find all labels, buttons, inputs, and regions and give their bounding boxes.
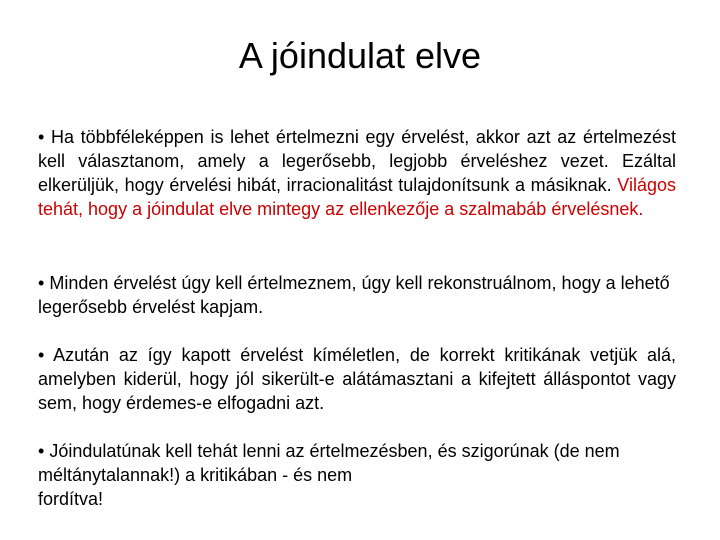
bullet-icon: •: [38, 127, 45, 147]
bullet-icon: •: [38, 441, 45, 461]
bullet-paragraph-2: [38, 271, 676, 319]
bullet-icon: •: [38, 273, 45, 293]
paragraph-1-text: Ha többféleképpen is lehet értelmezni egy érvelést, akkor azt az értelmezést kell választanom, amely a legerősebb, legjobb érveléshez vezet. Ezáltal elkerüljük, hogy érvelési hibát, irracionalitást tulajdonítsunk a másiknak.: [38, 127, 676, 195]
paragraph-4-text-end: fordítva!: [38, 489, 104, 509]
slide-title: A jóindulat elve: [238, 35, 482, 76]
bullet-icon: •: [38, 345, 45, 365]
paragraph-3-text: Azután az így kapott érvelést kíméletlen, de korrekt kritikának vetjük alá, amelyben kiderül, hogy jól sikerült-e alátámasztani a kifejtett álláspontot vagy sem, hogy érdemes-e elfogadni azt.: [38, 345, 676, 413]
bullet-paragraph-3: [38, 343, 676, 415]
bullet-paragraph-4: [38, 439, 676, 511]
paragraph-1-highlight: Világos tehát, hogy a jóindulat elve mintegy az ellenkezője a szalmabáb érvelésnek.: [38, 175, 676, 219]
paragraph-2-text: Minden érvelést úgy kell értelmeznem, úgy kell rekonstruálnom, hogy a lehető legerősebb érvelést kapjam.: [38, 273, 670, 317]
bullet-paragraph-1: [38, 125, 676, 221]
paragraph-4-text: Jóindulatúnak kell tehát lenni az értelmezésben, és szigorúnak (de nem méltánytalannak!) a kritikában - és nem: [38, 441, 620, 485]
